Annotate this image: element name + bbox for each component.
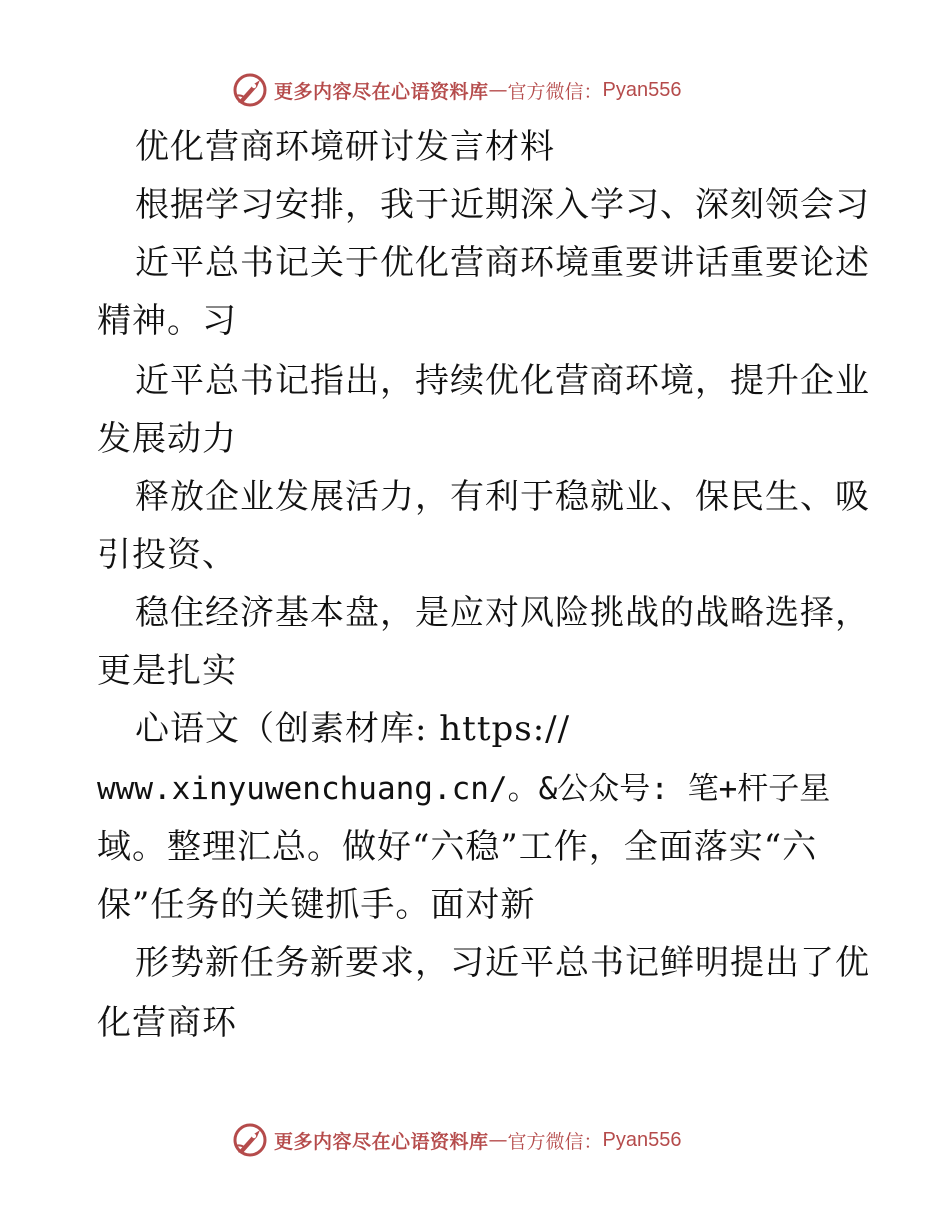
banner-wechat-label: 官方微信： — [507, 1130, 603, 1153]
paragraph-line: 发展动力 — [97, 419, 237, 459]
banner-text: 更多内容尽在心语资料库 — [274, 1130, 489, 1153]
paragraph-line: 形势新任务新要求，习近平总书记鲜明提出了优 — [135, 943, 870, 983]
paragraph-line: 释放企业发展活力，有利于稳就业、保民生、吸 — [135, 477, 870, 517]
footer-banner — [232, 1122, 682, 1158]
paragraph-line: 近平总书记关于优化营商环境重要讲话重要论述 — [135, 243, 870, 283]
paragraph-line: 稳住经济基本盘，是应对风险挑战的战略选择， — [135, 593, 870, 633]
banner-separator: — — [488, 79, 508, 101]
paragraph-line: www.xinyuwenchuang.cn/。&公众号: 笔+杆子星 — [97, 771, 831, 807]
header-banner — [232, 72, 682, 108]
banner-wechat-id: Pyan556 — [602, 78, 682, 101]
paragraph-line: 心语文（创素材库: https:// — [135, 709, 571, 749]
paragraph-line: 保”任务的关键抓手。面对新 — [97, 885, 536, 925]
banner-separator: — — [488, 1129, 508, 1151]
document-title: 优化营商环境研讨发言材料 — [135, 127, 555, 167]
pen-nib-circle-icon — [232, 72, 268, 108]
banner-wechat-label: 官方微信： — [507, 80, 603, 103]
banner-wechat-id: Pyan556 — [602, 1128, 682, 1151]
paragraph-line: 精神。习 — [97, 301, 237, 341]
paragraph-line: 域。整理汇总。做好“六稳”工作，全面落实“六 — [97, 827, 818, 867]
paragraph-line: 根据学习安排，我于近期深入学习、深刻领会习 — [135, 185, 870, 225]
pen-nib-circle-icon — [232, 1122, 268, 1158]
paragraph-line: 近平总书记指出，持续优化营商环境，提升企业 — [135, 361, 870, 401]
paragraph-line: 引投资、 — [97, 535, 237, 575]
banner-text: 更多内容尽在心语资料库 — [274, 80, 489, 103]
paragraph-line: 化营商环 — [97, 1003, 237, 1043]
paragraph-line: 更是扎实 — [97, 651, 237, 691]
